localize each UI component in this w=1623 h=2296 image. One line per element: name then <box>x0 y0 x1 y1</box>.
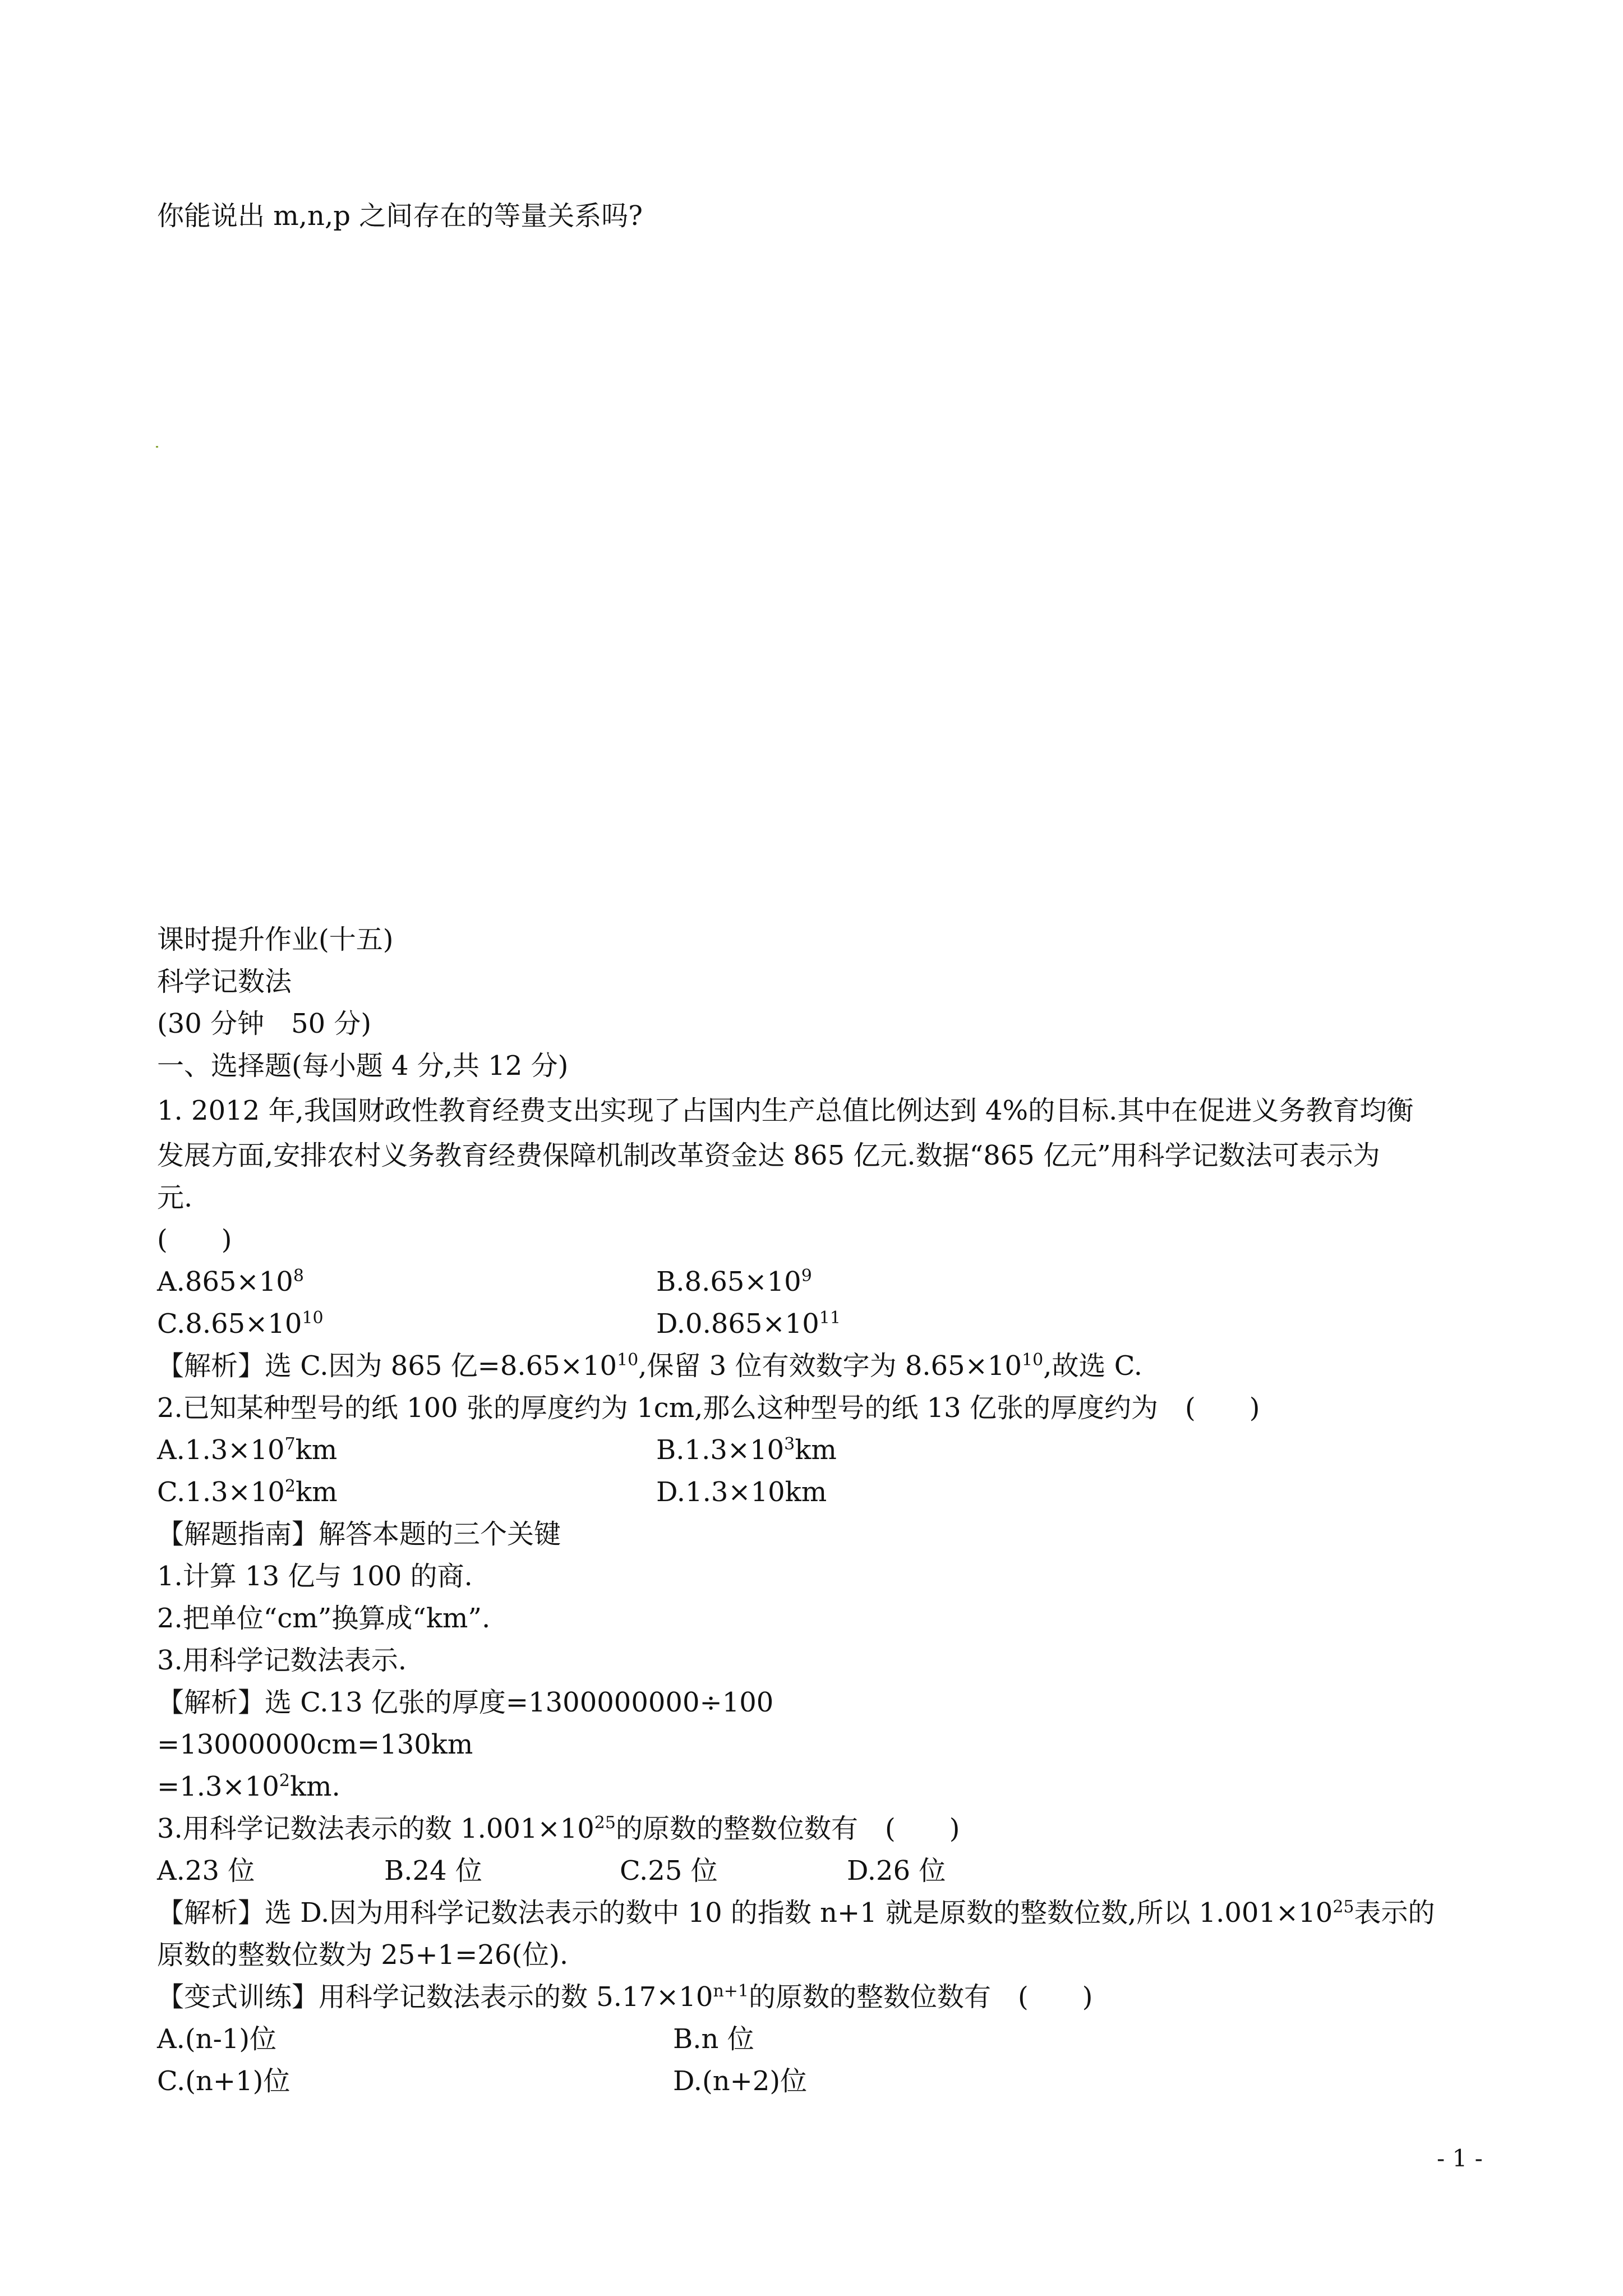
page-title: 课时提升作业(十五) <box>157 924 394 955</box>
q2-option-d: D.1.3×10km <box>656 1476 827 1508</box>
q2-option-c: $C.1.3\times 10^2km$ <box>157 1476 338 1508</box>
q3-option-c: C.25 位 <box>620 1855 718 1887</box>
q3-analysis-line1: 【解析】选 D.因为用科学记数法表示的数中 10 的指数 n+1 就是原数的整数位数,所以 $1.001\times 10^{25}$表示的 <box>157 1897 1435 1929</box>
variant-option-c: C.(n+1)位 <box>157 2065 291 2097</box>
q2-analysis-line3: $=1.3\times 10^2km$. <box>157 1771 340 1802</box>
q2-guide-step2: 2.把单位“cm”换算成“km”. <box>157 1603 491 1634</box>
q1-stem-line1: 1. 2012 年,我国财政性教育经费支出实现了占国内生产总值比例达到 4%的目标.其中在促进义务教育均衡 <box>157 1095 1414 1126</box>
q2-options-row1 <box>157 1433 837 1467</box>
variant-option-d: D.(n+2)位 <box>673 2065 808 2097</box>
q1-analysis: 【解析】选 C.因为 865 亿$=8.65\times 10^{10}$,保留 3 位有效数字为 $8.65\times 10^{10}$,故选 C. <box>157 1350 1142 1382</box>
question-text: 你能说出 m,n,p 之间存在的等量关系吗? <box>157 200 643 232</box>
q3-analysis-line2: 原数的整数位数为 25+1=26(位). <box>157 1939 569 1971</box>
time-score: (30 分钟 50 分) <box>157 1008 372 1039</box>
variant-option-b: B.n 位 <box>673 2023 754 2055</box>
stray-mark <box>156 446 158 448</box>
q1-answer-paren: ( ) <box>157 1224 232 1255</box>
q1-option-d: $D.0.865\times 10^{11}$ <box>656 1308 841 1340</box>
q2-stem: 2.已知某种型号的纸 100 张的厚度约为 1cm,那么这种型号的纸 13 亿张的厚度约为 ( ) <box>157 1392 1260 1424</box>
q3-option-a: A.23 位 <box>157 1855 255 1887</box>
variant-options-row1 <box>157 2022 754 2056</box>
q2-analysis-line2: =13000000cm=130km <box>157 1729 473 1760</box>
q3-option-d: D.26 位 <box>847 1855 946 1887</box>
page-number: - 1 - <box>1437 2145 1483 2172</box>
q3-stem: 3.用科学记数法表示的数 $1.001\times 10^{25}$的原数的整数位数有 ( ) <box>157 1813 960 1844</box>
q2-guide-title: 【解题指南】解答本题的三个关键 <box>157 1519 561 1550</box>
q2-guide-step1: 1.计算 13 亿与 100 的商. <box>157 1561 473 1592</box>
q2-option-a: $A.1.3\times 10^7km$ <box>157 1434 338 1466</box>
q1-option-b: $B.8.65\times 10^9$ <box>656 1266 812 1297</box>
q2-guide-step3: 3.用科学记数法表示. <box>157 1645 407 1676</box>
q1-stem-line2: 发展方面,安排农村义务教育经费保障机制改革资金达 865 亿元.数据“865 亿元”用科学记数法可表示为 <box>157 1140 1380 1171</box>
q1-option-a: $A.865\times 10^8$ <box>157 1266 304 1297</box>
q2-option-b: $B.1.3\times 10^3km$ <box>656 1434 837 1466</box>
q2-options-row2 <box>157 1475 827 1509</box>
variant-option-a: A.(n-1)位 <box>157 2023 277 2055</box>
section-heading: 一、选择题(每小题 4 分,共 12 分) <box>157 1050 569 1082</box>
topic-title: 科学记数法 <box>157 966 292 997</box>
variant-stem: 【变式训练】用科学记数法表示的数 $5.17\times 10^{n+1}$的原数的整数位数有 ( ) <box>157 1981 1093 2013</box>
q1-options-row2 <box>157 1307 841 1341</box>
q1-stem-line3: 元. <box>157 1182 193 1213</box>
q3-options <box>157 1854 946 1888</box>
q1-options-row1 <box>157 1265 812 1299</box>
q2-analysis-line1: 【解析】选 C.13 亿张的厚度=1300000000÷100 <box>157 1687 774 1718</box>
q1-option-c: $C.8.65\times 10^{10}$ <box>157 1308 324 1340</box>
q3-option-b: B.24 位 <box>384 1855 482 1887</box>
variant-options-row2 <box>157 2064 808 2098</box>
